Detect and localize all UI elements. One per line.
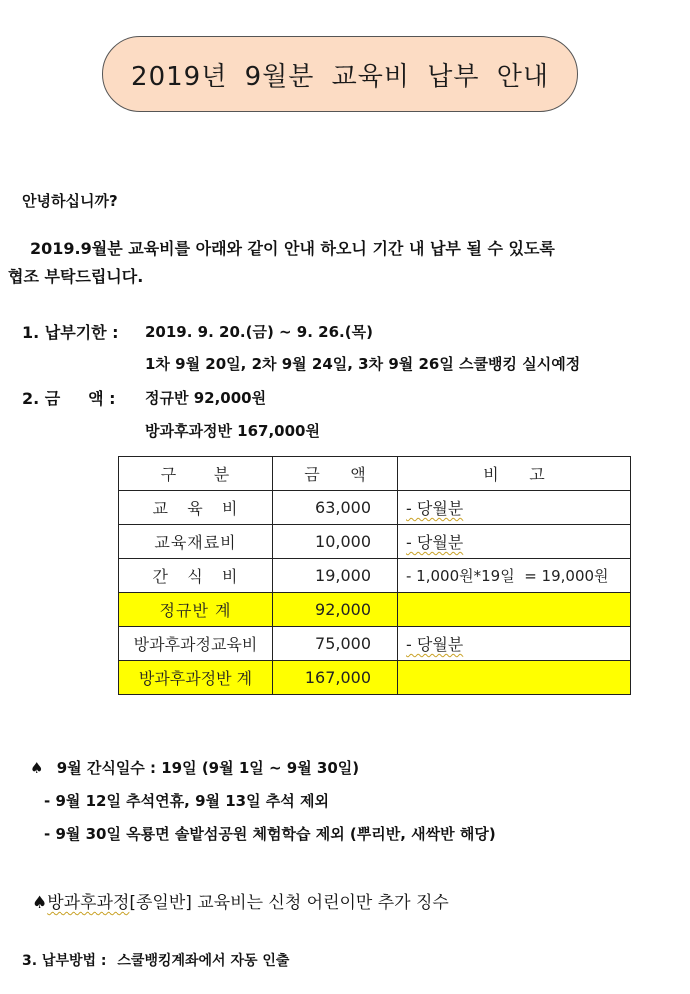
header-amount: 금 액 bbox=[273, 457, 398, 491]
header-category: 구 분 bbox=[119, 457, 273, 491]
payment-method-value: 스쿨뱅킹계좌에서 자동 인출 bbox=[117, 953, 290, 969]
note-text: - 당월분 bbox=[406, 635, 464, 654]
amount-afterschool: 방과후과정반 167,000원 bbox=[145, 422, 320, 440]
row-note bbox=[398, 525, 631, 559]
title-banner bbox=[102, 36, 578, 112]
row-note bbox=[398, 593, 631, 627]
note-text: - 당월분 bbox=[406, 533, 464, 552]
row-note bbox=[398, 627, 631, 661]
afterschool-underlined: 방과후과정 bbox=[47, 893, 130, 913]
row-item: 교 육 비 bbox=[119, 491, 273, 525]
row-amount: 75,000 bbox=[273, 627, 398, 661]
deadline-label: 1. 납부기한 : bbox=[22, 323, 119, 342]
row-item: 방과후과정교육비 bbox=[119, 627, 273, 661]
row-amount: 19,000 bbox=[273, 559, 398, 593]
spade-icon: ♠ bbox=[30, 759, 44, 777]
table-row bbox=[119, 559, 631, 593]
fee-table bbox=[118, 456, 631, 695]
table-row bbox=[119, 627, 631, 661]
snack-days-note: ♠ 9월 간식일수 : 19일 (9월 1일 ~ 9월 30일) bbox=[30, 759, 360, 777]
amount-regular: 정규반 92,000원 bbox=[145, 389, 267, 407]
table-header-row bbox=[119, 457, 631, 491]
greeting: 안녕하십니까? bbox=[22, 192, 118, 210]
exclusion-note-2: - 9월 30일 옥룡면 솔밭섬공원 체험학습 제외 (뿌리반, 새싹반 해당) bbox=[44, 825, 496, 843]
afterschool-note bbox=[32, 888, 449, 913]
row-note bbox=[398, 491, 631, 525]
table-row-subtotal-regular bbox=[119, 593, 631, 627]
table-row-subtotal-afterschool bbox=[119, 661, 631, 695]
row-amount: 92,000 bbox=[273, 593, 398, 627]
table-row bbox=[119, 491, 631, 525]
payment-method bbox=[22, 950, 289, 970]
row-amount: 10,000 bbox=[273, 525, 398, 559]
note-text: - 당월분 bbox=[406, 499, 464, 518]
intro-line-2: 협조 부탁드립니다. bbox=[8, 267, 144, 286]
row-item: 교육재료비 bbox=[119, 525, 273, 559]
row-amount: 63,000 bbox=[273, 491, 398, 525]
payment-method-label: 3. 납부방법 : bbox=[22, 953, 107, 969]
row-amount: 167,000 bbox=[273, 661, 398, 695]
intro-line-1: 2019.9월분 교육비를 아래와 같이 안내 하오니 기간 내 납부 될 수 있도록 bbox=[30, 239, 555, 258]
amount-label: 2. 금 액 : bbox=[22, 389, 116, 408]
exclusion-note-1: - 9월 12일 추석연휴, 9월 13일 추석 제외 bbox=[44, 792, 329, 810]
afterschool-rest: [종일반] 교육비는 신청 어린이만 추가 징수 bbox=[129, 893, 449, 913]
header-note: 비 고 bbox=[398, 457, 631, 491]
table-row bbox=[119, 525, 631, 559]
page-title: 2019년 9월분 교육비 납부 안내 bbox=[131, 61, 549, 92]
row-item: 방과후과정반 계 bbox=[119, 661, 273, 695]
row-note: - 1,000원*19일 = 19,000원 bbox=[398, 559, 631, 593]
row-item: 정규반 계 bbox=[119, 593, 273, 627]
row-item: 간 식 비 bbox=[119, 559, 273, 593]
deadline-value: 2019. 9. 20.(금) ~ 9. 26.(목) bbox=[145, 323, 373, 341]
row-note bbox=[398, 661, 631, 695]
spade-icon: ♠ bbox=[32, 893, 48, 913]
deadline-detail: 1차 9월 20일, 2차 9월 24일, 3차 9월 26일 스쿨뱅킹 실시예정 bbox=[145, 355, 581, 373]
